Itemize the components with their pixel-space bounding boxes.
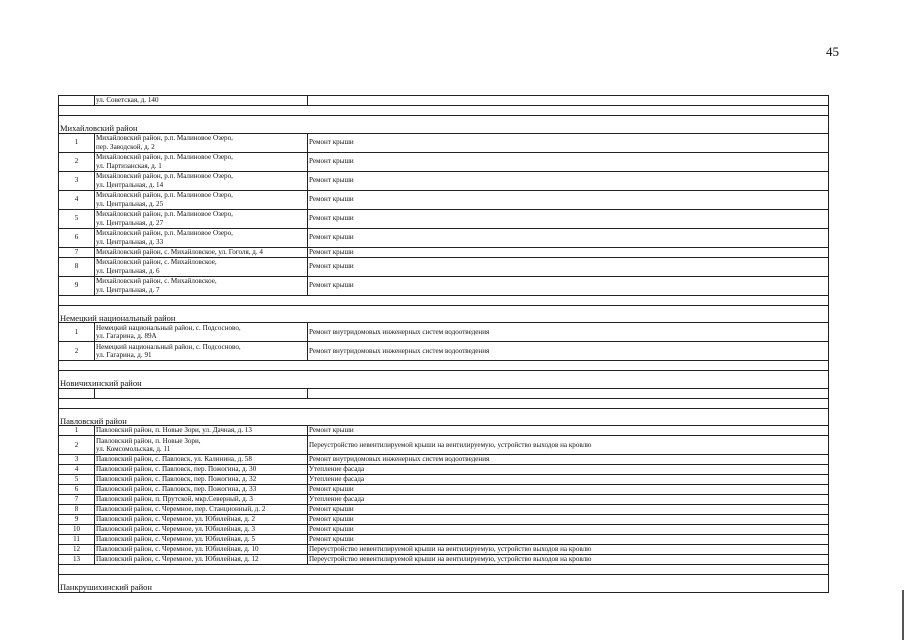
row-number-cell: 8 bbox=[59, 257, 95, 276]
work-cell: Ремонт внутридомовых инженерных систем водоотведения bbox=[308, 323, 829, 342]
address-cell: Павловский район, с. Павловск, пер. Пожогина, д. 33 bbox=[95, 485, 308, 495]
table-row bbox=[59, 555, 829, 565]
row-number-cell: 12 bbox=[59, 545, 95, 555]
spacer-cell bbox=[59, 106, 829, 116]
spacer-cell bbox=[59, 361, 829, 371]
district-header-row bbox=[59, 116, 829, 134]
address-cell: Павловский район, с. Павловск, пер. Пожогина, д. 32 bbox=[95, 475, 308, 485]
work-cell: Ремонт крыши bbox=[308, 228, 829, 247]
work-cell: Ремонт крыши bbox=[308, 485, 829, 495]
row-number-cell bbox=[59, 96, 95, 106]
address-cell: Павловский район, п. Новые Зори, ул. Комсомольская, д. 11 bbox=[95, 436, 308, 455]
address-cell: Павловский район, с. Черемное, ул. Юбилейная, д. 3 bbox=[95, 525, 308, 535]
spacer-row bbox=[59, 565, 829, 575]
row-number-cell: 7 bbox=[59, 495, 95, 505]
address-cell: Павловский район, с. Черемное, ул. Юбилейная, д. 10 bbox=[95, 545, 308, 555]
district-header-row bbox=[59, 305, 829, 323]
table-row bbox=[59, 323, 829, 342]
work-cell: Ремонт внутридомовых инженерных систем водоотведения bbox=[308, 455, 829, 465]
work-cell: Ремонт крыши bbox=[308, 535, 829, 545]
works-table-container bbox=[58, 95, 828, 593]
row-number-cell: 13 bbox=[59, 555, 95, 565]
row-number-cell: 4 bbox=[59, 465, 95, 475]
page-edge-mark bbox=[902, 590, 904, 640]
address-cell: Павловский район, с. Черемное, ул. Юбилейная, д. 2 bbox=[95, 515, 308, 525]
table-row bbox=[59, 247, 829, 257]
spacer-row bbox=[59, 295, 829, 305]
row-number-cell: 10 bbox=[59, 525, 95, 535]
address-cell: Михайловский район, р.п. Малиновое Озеро, ул. Партизанская, д. 1 bbox=[95, 152, 308, 171]
address-cell bbox=[95, 388, 308, 398]
address-cell: Михайловский район, р.п. Малиновое Озеро, ул. Центральная, д. 33 bbox=[95, 228, 308, 247]
work-cell: Переустройство невентилируемой крыши на вентилируемую, устройство выходов на кровлю bbox=[308, 436, 829, 455]
table-row bbox=[59, 171, 829, 190]
district-name: Панкрушихинский район bbox=[59, 575, 829, 593]
district-header-row bbox=[59, 575, 829, 593]
address-cell: Михайловский район, р.п. Малиновое Озеро, пер. Заводской, д. 2 bbox=[95, 133, 308, 152]
address-cell: Немецкий национальный район, с. Подсосново, ул. Гагарина, д. 91 bbox=[95, 342, 308, 361]
row-number-cell: 1 bbox=[59, 426, 95, 436]
spacer-cell bbox=[59, 565, 829, 575]
table-row bbox=[59, 228, 829, 247]
table-row bbox=[59, 485, 829, 495]
row-number-cell: 2 bbox=[59, 152, 95, 171]
row-number-cell: 8 bbox=[59, 505, 95, 515]
work-cell: Ремонт крыши bbox=[308, 525, 829, 535]
address-cell: Немецкий национальный район, с. Подсосново, ул. Гагарина, д. 89А bbox=[95, 323, 308, 342]
work-cell: Ремонт крыши bbox=[308, 133, 829, 152]
table-row bbox=[59, 495, 829, 505]
address-cell: Павловский район, п. Новые Зори, ул. Дачная, д. 13 bbox=[95, 426, 308, 436]
table-row bbox=[59, 209, 829, 228]
address-cell: Михайловский район, с. Михайловское, ул. Центральная, д. 6 bbox=[95, 257, 308, 276]
table-row bbox=[59, 436, 829, 455]
work-cell: Ремонт крыши bbox=[308, 247, 829, 257]
row-number-cell: 9 bbox=[59, 515, 95, 525]
row-number-cell: 1 bbox=[59, 323, 95, 342]
row-number-cell: 1 bbox=[59, 133, 95, 152]
row-number-cell: 2 bbox=[59, 342, 95, 361]
work-cell: Ремонт крыши bbox=[308, 505, 829, 515]
work-cell: Ремонт крыши bbox=[308, 257, 829, 276]
table-row bbox=[59, 465, 829, 475]
row-number-cell: 6 bbox=[59, 228, 95, 247]
spacer-row bbox=[59, 361, 829, 371]
address-cell: Михайловский район, с. Михайловское, ул. Гоголя, д. 4 bbox=[95, 247, 308, 257]
table-row bbox=[59, 190, 829, 209]
row-number-cell: 3 bbox=[59, 171, 95, 190]
address-cell: Михайловский район, р.п. Малиновое Озеро, ул. Центральная, д. 27 bbox=[95, 209, 308, 228]
address-cell: Павловский район, с. Черемное, ул. Юбилейная, д. 12 bbox=[95, 555, 308, 565]
work-cell: Ремонт крыши bbox=[308, 171, 829, 190]
table-row bbox=[59, 535, 829, 545]
works-table-body bbox=[59, 96, 829, 593]
table-row bbox=[59, 342, 829, 361]
row-number-cell bbox=[59, 388, 95, 398]
row-number-cell: 4 bbox=[59, 190, 95, 209]
work-cell: Утепление фасада bbox=[308, 495, 829, 505]
district-name: Новичихинский район bbox=[59, 371, 829, 389]
address-cell: Павловский район, с. Павловск, ул. Калинина, д. 58 bbox=[95, 455, 308, 465]
work-cell: Утепление фасада bbox=[308, 465, 829, 475]
address-cell: Павловский район, с. Черемное, ул. Юбилейная, д. 5 bbox=[95, 535, 308, 545]
row-number-cell: 7 bbox=[59, 247, 95, 257]
spacer-row bbox=[59, 398, 829, 408]
work-cell: Ремонт крыши bbox=[308, 190, 829, 209]
work-cell: Ремонт крыши bbox=[308, 276, 829, 295]
work-cell: Переустройство невентилируемой крыши на вентилируемую, устройство выходов на кровлю bbox=[308, 545, 829, 555]
address-cell: ул. Советская, д. 140 bbox=[95, 96, 308, 106]
table-row bbox=[59, 133, 829, 152]
district-header-row bbox=[59, 371, 829, 389]
table-row bbox=[59, 505, 829, 515]
table-row bbox=[59, 257, 829, 276]
table-row bbox=[59, 525, 829, 535]
table-row bbox=[59, 515, 829, 525]
row-number-cell: 9 bbox=[59, 276, 95, 295]
work-cell: Ремонт крыши bbox=[308, 515, 829, 525]
row-number-cell: 5 bbox=[59, 209, 95, 228]
spacer-cell bbox=[59, 295, 829, 305]
spacer-row bbox=[59, 106, 829, 116]
page-number: 45 bbox=[826, 44, 839, 59]
row-number-cell: 5 bbox=[59, 475, 95, 485]
work-cell: Ремонт крыши bbox=[308, 152, 829, 171]
address-cell: Павловский район, п. Прутской, мкр.Северный, д. 3 bbox=[95, 495, 308, 505]
district-header-row bbox=[59, 408, 829, 426]
work-cell: Ремонт крыши bbox=[308, 209, 829, 228]
work-cell: Ремонт крыши bbox=[308, 426, 829, 436]
address-cell: Михайловский район, р.п. Малиновое Озеро, ул. Центральная, д. 25 bbox=[95, 190, 308, 209]
work-cell bbox=[308, 96, 829, 106]
work-cell: Утепление фасада bbox=[308, 475, 829, 485]
district-name: Немецкий национальный район bbox=[59, 305, 829, 323]
row-number-cell: 11 bbox=[59, 535, 95, 545]
address-cell: Михайловский район, с. Михайловское, ул. Центральная, д. 7 bbox=[95, 276, 308, 295]
table-row bbox=[59, 545, 829, 555]
table-row bbox=[59, 426, 829, 436]
table-row bbox=[59, 96, 829, 106]
address-cell: Павловский район, с. Черемное, пер. Станционный, д. 2 bbox=[95, 505, 308, 515]
address-cell: Михайловский район, р.п. Малиновое Озеро, ул. Центральная, д. 14 bbox=[95, 171, 308, 190]
spacer-cell bbox=[59, 398, 829, 408]
table-row bbox=[59, 455, 829, 465]
works-table bbox=[58, 95, 829, 593]
row-number-cell: 3 bbox=[59, 455, 95, 465]
table-row bbox=[59, 152, 829, 171]
address-cell: Павловский район, с. Павловск, пер. Пожогина, д. 30 bbox=[95, 465, 308, 475]
table-row bbox=[59, 475, 829, 485]
row-number-cell: 6 bbox=[59, 485, 95, 495]
district-name: Павловский район bbox=[59, 408, 829, 426]
table-row bbox=[59, 276, 829, 295]
row-number-cell: 2 bbox=[59, 436, 95, 455]
work-cell bbox=[308, 388, 829, 398]
work-cell: Переустройство невентилируемой крыши на вентилируемую, устройство выходов на кровлю bbox=[308, 555, 829, 565]
district-name: Михайловский район bbox=[59, 116, 829, 134]
table-row bbox=[59, 388, 829, 398]
work-cell: Ремонт внутридомовых инженерных систем водоотведения bbox=[308, 342, 829, 361]
